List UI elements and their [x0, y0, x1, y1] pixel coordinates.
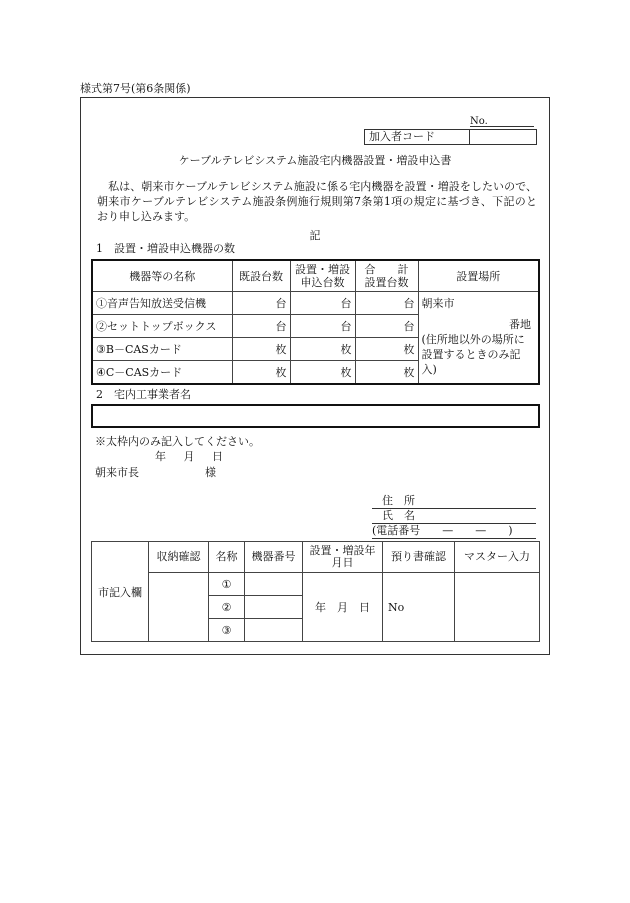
equipment-name: ④C－CASカード [92, 361, 232, 385]
address-field[interactable]: 住 所 [372, 492, 536, 509]
office-table-header [92, 542, 540, 573]
number-field[interactable] [470, 126, 534, 127]
header-install-place: 設置場所 [418, 260, 539, 292]
header-device-number: 機器番号 [245, 542, 303, 573]
header-master-input: マスター入力 [455, 542, 540, 573]
existing-count-field[interactable]: 台 [232, 292, 290, 315]
master-input-field[interactable] [455, 573, 540, 642]
office-use-table [91, 541, 540, 642]
equipment-name: ③B－CASカード [92, 338, 232, 361]
number-label: No. [470, 116, 488, 127]
header-receipt-check: 収納確認 [149, 542, 209, 573]
instruction-note: ※太枠内のみ記入してください。 [95, 435, 260, 448]
subscriber-code-field[interactable] [470, 130, 536, 144]
document-title: ケーブルテレビシステム施設宅内機器設置・増設申込書 [178, 154, 452, 167]
addressee: 朝来市長 様 [95, 466, 216, 479]
deposit-check-field[interactable]: No [383, 573, 455, 642]
header-existing-count: 既設台数 [232, 260, 290, 292]
subscriber-code-label: 加入者コード [365, 130, 470, 144]
install-place-field[interactable] [418, 292, 539, 385]
row-mark: ② [209, 596, 245, 619]
total-count-field[interactable]: 枚 [355, 338, 418, 361]
header-total-count: 合 計 設置台数 [355, 260, 418, 292]
apply-count-field[interactable]: 枚 [290, 338, 355, 361]
application-date[interactable]: 年 月 日 [155, 450, 223, 463]
equipment-table-header [92, 260, 539, 292]
section-2-heading: 2 宅内工事業者名 [96, 388, 191, 401]
apply-count-field[interactable]: 台 [290, 315, 355, 338]
table-row [92, 292, 539, 315]
row-mark: ① [209, 573, 245, 596]
header-install-date: 設置・増設年月日 [303, 542, 383, 573]
application-statement [97, 179, 537, 224]
place-banchi: 番地 [509, 318, 531, 331]
section-1-heading: 1 設置・増設申込機器の数 [96, 242, 235, 255]
statement-indent [97, 180, 108, 193]
total-count-field[interactable]: 枚 [355, 361, 418, 385]
header-equipment-name: 機器等の名称 [92, 260, 232, 292]
header-apply-count: 設置・増設 申込台数 [290, 260, 355, 292]
name-field[interactable]: 氏 名 [372, 507, 536, 524]
existing-count-field[interactable]: 枚 [232, 361, 290, 385]
ki-heading: 記 [309, 229, 321, 242]
receipt-check-field[interactable] [149, 573, 209, 642]
place-note: (住所地以外の場所に設置するときのみ記入) [421, 333, 525, 376]
subscriber-code-box [364, 129, 537, 145]
header-deposit-check: 預り書確認 [383, 542, 455, 573]
header-name: 名称 [209, 542, 245, 573]
phone-field[interactable]: (電話番号 — — ) [372, 522, 536, 539]
existing-count-field[interactable]: 枚 [232, 338, 290, 361]
equipment-table [91, 259, 540, 385]
install-date-field[interactable]: 年 月 日 [303, 573, 383, 642]
existing-count-field[interactable]: 台 [232, 315, 290, 338]
device-number-field[interactable] [245, 596, 303, 619]
total-count-field[interactable]: 台 [355, 315, 418, 338]
apply-count-field[interactable]: 台 [290, 292, 355, 315]
contractor-name-field[interactable] [91, 404, 540, 428]
table-row [92, 573, 540, 596]
form-number: 様式第7号(第6条関係) [80, 82, 191, 95]
device-number-field[interactable] [245, 573, 303, 596]
row-mark: ③ [209, 619, 245, 642]
total-count-field[interactable]: 台 [355, 292, 418, 315]
office-use-label: 市記入欄 [92, 542, 149, 642]
statement-text: 私は、朝来市ケーブルテレビシステム施設に係る宅内機器を設置・増設をしたいので、朝来市ケーブルテレビシステム施設条例施行規則第7条第1項の規定に基づき、下記のとおり申し込みます。 [97, 180, 538, 223]
equipment-name: ①音声告知放送受信機 [92, 292, 232, 315]
place-city: 朝来市 [421, 297, 455, 310]
equipment-name: ②セットトップボックス [92, 315, 232, 338]
apply-count-field[interactable]: 枚 [290, 361, 355, 385]
device-number-field[interactable] [245, 619, 303, 642]
